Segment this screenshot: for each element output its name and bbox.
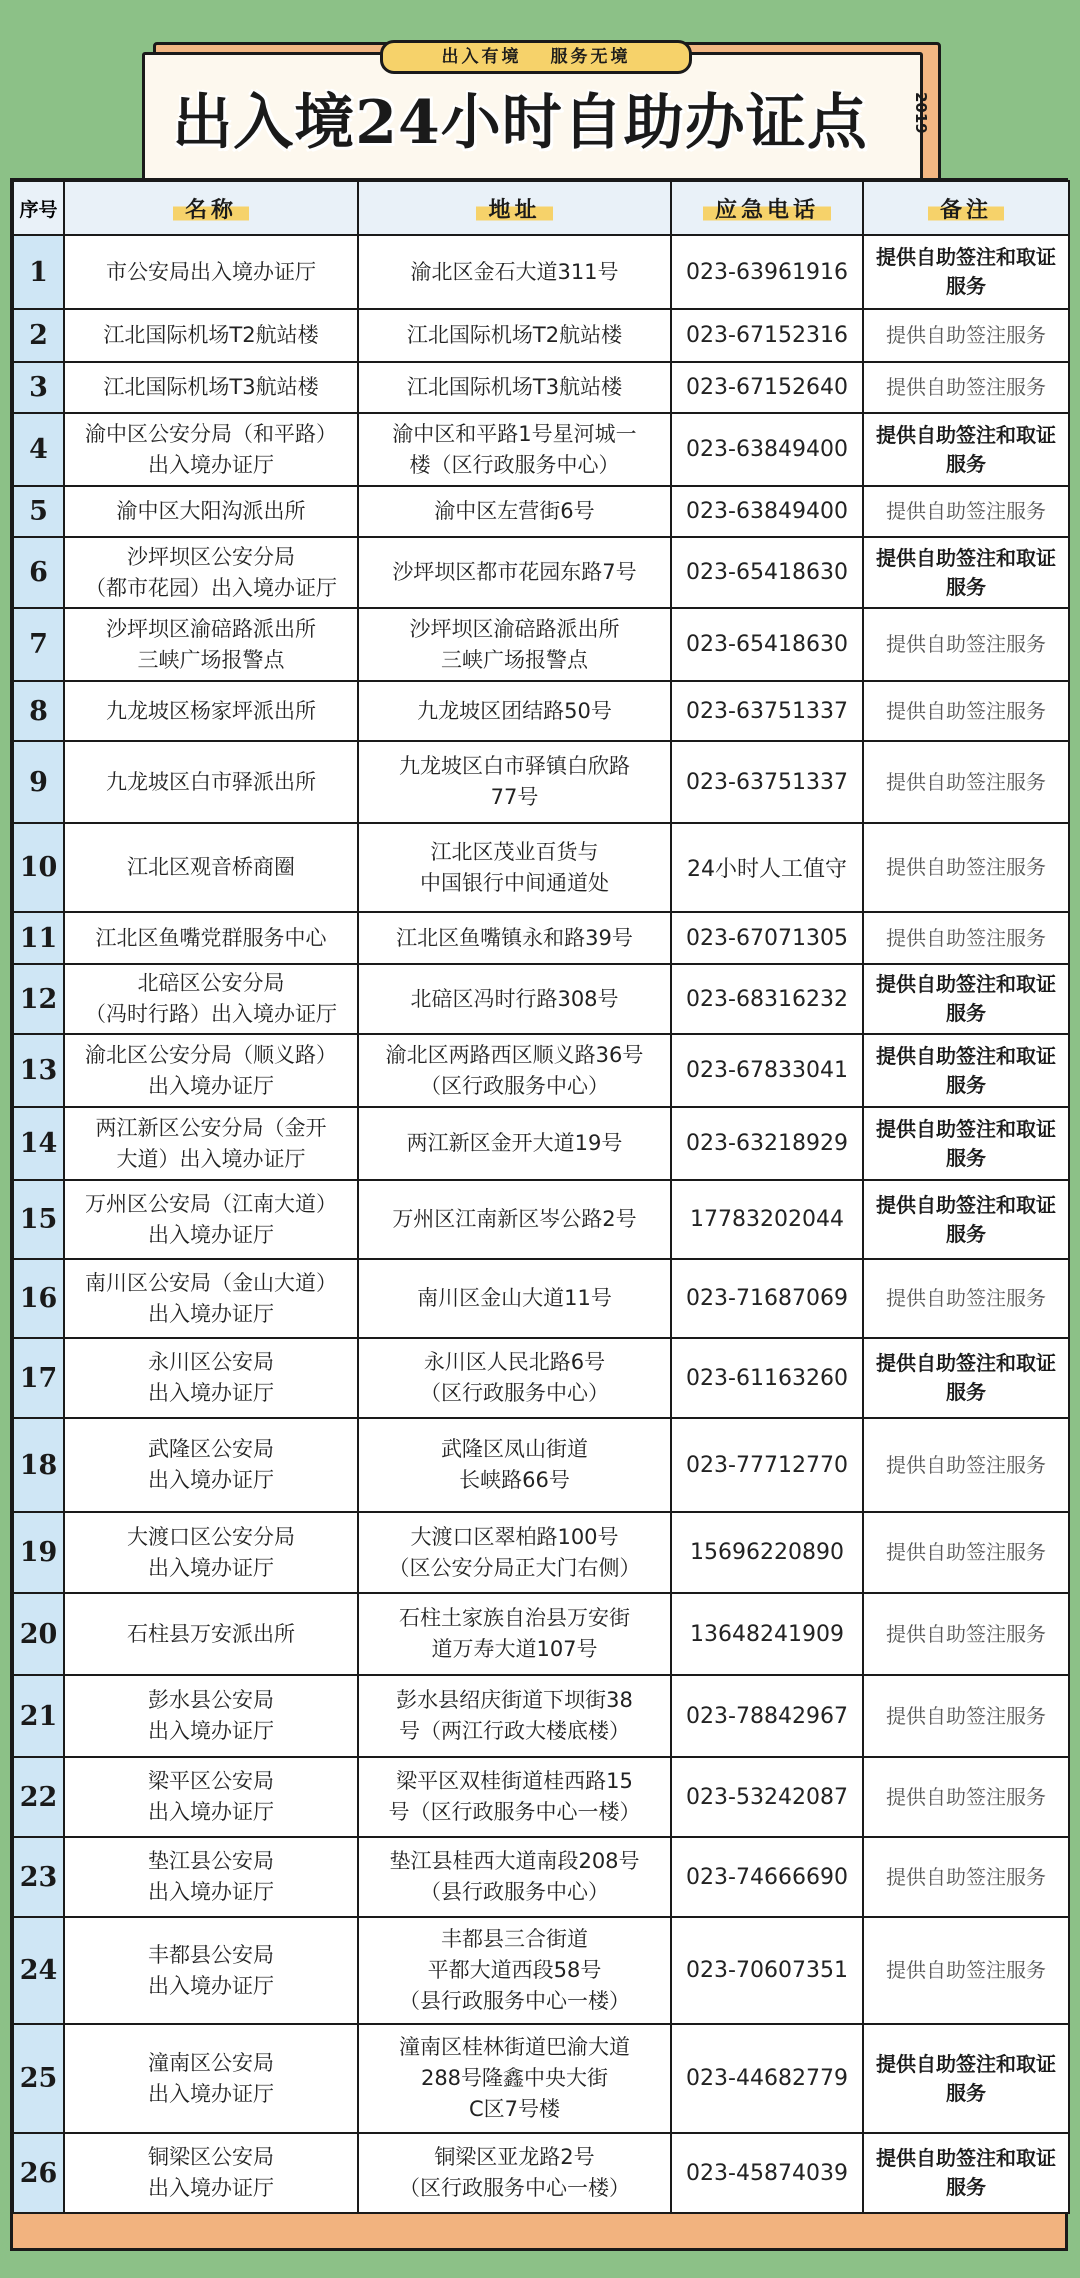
table-row: [13, 2133, 1069, 2213]
row-seq: 8: [13, 681, 64, 741]
row-address: 两江新区金开大道19号: [358, 1107, 671, 1180]
row-phone: 023-44682779: [671, 2024, 863, 2133]
table-row: [13, 1418, 1069, 1512]
row-note: 提供自助签注和取证服务: [863, 2024, 1069, 2133]
row-phone: 023-68316232: [671, 964, 863, 1034]
row-address: 江北国际机场T3航站楼: [358, 362, 671, 413]
table-row: [13, 2024, 1069, 2133]
column-header-address-label: 地址: [476, 191, 552, 226]
row-seq: 7: [13, 608, 64, 681]
row-phone: 023-63751337: [671, 741, 863, 823]
row-seq: 18: [13, 1418, 64, 1512]
row-address: 铜梁区亚龙路2号 （区行政服务中心一楼）: [358, 2133, 671, 2213]
row-seq: 26: [13, 2133, 64, 2213]
row-name: 石柱县万安派出所: [64, 1593, 358, 1675]
row-note: 提供自助签注服务: [863, 1418, 1069, 1512]
row-name: 梁平区公安局 出入境办证厅: [64, 1757, 358, 1837]
row-address: 沙坪坝区渝碚路派出所 三峡广场报警点: [358, 608, 671, 681]
row-phone: 023-74666690: [671, 1837, 863, 1917]
row-note: 提供自助签注服务: [863, 608, 1069, 681]
row-name: 沙坪坝区公安分局 （都市花园）出入境办证厅: [64, 537, 358, 608]
row-note: 提供自助签注服务: [863, 1675, 1069, 1757]
row-name: 北碚区公安分局 （冯时行路）出入境办证厅: [64, 964, 358, 1034]
row-name: 渝北区公安分局（顺义路） 出入境办证厅: [64, 1034, 358, 1107]
table-row: [13, 362, 1069, 413]
table-row: [13, 1837, 1069, 1917]
table-row: [13, 823, 1069, 912]
row-note: 提供自助签注服务: [863, 1757, 1069, 1837]
row-seq: 16: [13, 1259, 64, 1338]
table-row: [13, 1917, 1069, 2024]
row-address: 九龙坡区白市驿镇白欣路 77号: [358, 741, 671, 823]
row-phone: 023-53242087: [671, 1757, 863, 1837]
row-note: 提供自助签注和取证服务: [863, 1180, 1069, 1259]
row-address: 江北区鱼嘴镇永和路39号: [358, 912, 671, 964]
table-row: [13, 681, 1069, 741]
row-seq: 24: [13, 1917, 64, 2024]
row-address: 永川区人民北路6号 （区行政服务中心）: [358, 1338, 671, 1418]
row-note: 提供自助签注服务: [863, 486, 1069, 537]
row-phone: 023-65418630: [671, 608, 863, 681]
table-body: [13, 235, 1069, 2213]
table-header-row: [13, 181, 1069, 235]
row-name: 铜梁区公安局 出入境办证厅: [64, 2133, 358, 2213]
row-phone: 023-45874039: [671, 2133, 863, 2213]
row-name: 南川区公安局（金山大道） 出入境办证厅: [64, 1259, 358, 1338]
row-name: 潼南区公安局 出入境办证厅: [64, 2024, 358, 2133]
slogan-badge: 出入有境 服务无境: [380, 40, 692, 74]
row-seq: 2: [13, 309, 64, 362]
row-phone: 023-63751337: [671, 681, 863, 741]
row-seq: 5: [13, 486, 64, 537]
row-address: 南川区金山大道11号: [358, 1259, 671, 1338]
row-phone: 023-67833041: [671, 1034, 863, 1107]
row-note: 提供自助签注和取证服务: [863, 537, 1069, 608]
row-note: 提供自助签注服务: [863, 1512, 1069, 1593]
row-phone: 17783202044: [671, 1180, 863, 1259]
row-seq: 21: [13, 1675, 64, 1757]
row-name: 九龙坡区白市驿派出所: [64, 741, 358, 823]
row-seq: 14: [13, 1107, 64, 1180]
row-name: 渝中区公安分局（和平路） 出入境办证厅: [64, 413, 358, 486]
service-points-table: [12, 180, 1070, 2214]
column-header-phone-label: 应急电话: [703, 191, 831, 226]
row-name: 江北区鱼嘴党群服务中心: [64, 912, 358, 964]
row-phone: 023-63961916: [671, 235, 863, 309]
row-seq: 25: [13, 2024, 64, 2133]
table-row: [13, 1757, 1069, 1837]
row-phone: 023-77712770: [671, 1418, 863, 1512]
row-note: 提供自助签注服务: [863, 362, 1069, 413]
row-name: 彭水县公安局 出入境办证厅: [64, 1675, 358, 1757]
row-address: 江北国际机场T2航站楼: [358, 309, 671, 362]
row-seq: 22: [13, 1757, 64, 1837]
row-note: 提供自助签注和取证服务: [863, 2133, 1069, 2213]
row-address: 万州区江南新区岑公路2号: [358, 1180, 671, 1259]
year-label: 2019: [912, 92, 930, 134]
row-phone: 023-78842967: [671, 1675, 863, 1757]
row-note: 提供自助签注服务: [863, 1593, 1069, 1675]
row-phone: 023-63849400: [671, 413, 863, 486]
column-header-note-label: 备注: [928, 191, 1004, 226]
row-seq: 23: [13, 1837, 64, 1917]
table-row: [13, 1180, 1069, 1259]
row-seq: 19: [13, 1512, 64, 1593]
row-address: 武隆区凤山街道 长峡路66号: [358, 1418, 671, 1512]
row-note: 提供自助签注服务: [863, 912, 1069, 964]
row-note: 提供自助签注服务: [863, 681, 1069, 741]
row-name: 万州区公安局（江南大道） 出入境办证厅: [64, 1180, 358, 1259]
row-address: 丰都县三合街道 平都大道西段58号 （县行政服务中心一楼）: [358, 1917, 671, 2024]
row-note: 提供自助签注和取证服务: [863, 1034, 1069, 1107]
column-header-name: [64, 181, 358, 235]
row-seq: 17: [13, 1338, 64, 1418]
row-note: 提供自助签注服务: [863, 1917, 1069, 2024]
row-phone: 023-63218929: [671, 1107, 863, 1180]
column-header-address: [358, 181, 671, 235]
row-seq: 1: [13, 235, 64, 309]
row-note: 提供自助签注服务: [863, 1837, 1069, 1917]
table-row: [13, 1512, 1069, 1593]
row-address: 九龙坡区团结路50号: [358, 681, 671, 741]
row-phone: 24小时人工值守: [671, 823, 863, 912]
row-seq: 10: [13, 823, 64, 912]
row-name: 江北区观音桥商圈: [64, 823, 358, 912]
page-title: 出入境24小时自助办证点: [172, 88, 868, 158]
row-seq: 20: [13, 1593, 64, 1675]
table-row: [13, 1675, 1069, 1757]
row-name: 渝中区大阳沟派出所: [64, 486, 358, 537]
row-address: 渝中区和平路1号星河城一 楼（区行政服务中心）: [358, 413, 671, 486]
row-address: 渝北区金石大道311号: [358, 235, 671, 309]
row-phone: 023-63849400: [671, 486, 863, 537]
table-row: [13, 309, 1069, 362]
row-address: 潼南区桂林街道巴渝大道 288号隆鑫中央大街 C区7号楼: [358, 2024, 671, 2133]
row-name: 两江新区公安分局（金开 大道）出入境办证厅: [64, 1107, 358, 1180]
table-row: [13, 1338, 1069, 1418]
row-note: 提供自助签注和取证服务: [863, 413, 1069, 486]
row-phone: 023-61163260: [671, 1338, 863, 1418]
column-header-name-label: 名称: [173, 191, 249, 226]
row-phone: 023-67152316: [671, 309, 863, 362]
row-seq: 13: [13, 1034, 64, 1107]
row-note: 提供自助签注和取证服务: [863, 1107, 1069, 1180]
row-note: 提供自助签注服务: [863, 309, 1069, 362]
row-phone: 023-67152640: [671, 362, 863, 413]
table-row: [13, 1259, 1069, 1338]
row-address: 渝北区两路西区顺义路36号 （区行政服务中心）: [358, 1034, 671, 1107]
row-name: 市公安局出入境办证厅: [64, 235, 358, 309]
column-header-phone: [671, 181, 863, 235]
row-name: 大渡口区公安分局 出入境办证厅: [64, 1512, 358, 1593]
table-row: [13, 1107, 1069, 1180]
row-note: 提供自助签注和取证服务: [863, 1338, 1069, 1418]
row-phone: 15696220890: [671, 1512, 863, 1593]
table-row: [13, 1593, 1069, 1675]
table-row: [13, 608, 1069, 681]
row-note: 提供自助签注和取证服务: [863, 964, 1069, 1034]
row-seq: 9: [13, 741, 64, 823]
table-row: [13, 964, 1069, 1034]
row-address: 梁平区双桂街道桂西路15 号（区行政服务中心一楼）: [358, 1757, 671, 1837]
table-row: [13, 1034, 1069, 1107]
table-row: [13, 235, 1069, 309]
row-note: 提供自助签注和取证服务: [863, 235, 1069, 309]
row-seq: 4: [13, 413, 64, 486]
row-phone: 13648241909: [671, 1593, 863, 1675]
table-row: [13, 741, 1069, 823]
table-row: [13, 413, 1069, 486]
row-address: 石柱土家族自治县万安街 道万寿大道107号: [358, 1593, 671, 1675]
row-address: 江北区茂业百货与 中国银行中间通道处: [358, 823, 671, 912]
row-name: 武隆区公安局 出入境办证厅: [64, 1418, 358, 1512]
row-note: 提供自助签注服务: [863, 1259, 1069, 1338]
row-phone: 023-70607351: [671, 1917, 863, 2024]
row-name: 九龙坡区杨家坪派出所: [64, 681, 358, 741]
row-name: 江北国际机场T3航站楼: [64, 362, 358, 413]
row-phone: 023-67071305: [671, 912, 863, 964]
row-seq: 3: [13, 362, 64, 413]
row-seq: 12: [13, 964, 64, 1034]
row-seq: 6: [13, 537, 64, 608]
row-name: 垫江县公安局 出入境办证厅: [64, 1837, 358, 1917]
row-address: 彭水县绍庆街道下坝街38 号（两江行政大楼底楼）: [358, 1675, 671, 1757]
row-address: 大渡口区翠柏路100号 （区公安分局正大门右侧）: [358, 1512, 671, 1593]
column-header-note: [863, 181, 1069, 235]
row-note: 提供自助签注服务: [863, 823, 1069, 912]
table-row: [13, 486, 1069, 537]
row-name: 丰都县公安局 出入境办证厅: [64, 1917, 358, 2024]
row-address: 垫江县桂西大道南段208号 （县行政服务中心）: [358, 1837, 671, 1917]
row-address: 沙坪坝区都市花园东路7号: [358, 537, 671, 608]
row-address: 北碚区冯时行路308号: [358, 964, 671, 1034]
table-row: [13, 912, 1069, 964]
table-row: [13, 537, 1069, 608]
row-phone: 023-65418630: [671, 537, 863, 608]
row-name: 永川区公安局 出入境办证厅: [64, 1338, 358, 1418]
row-name: 沙坪坝区渝碚路派出所 三峡广场报警点: [64, 608, 358, 681]
row-seq: 11: [13, 912, 64, 964]
row-phone: 023-71687069: [671, 1259, 863, 1338]
column-header-seq: 序号: [13, 181, 64, 235]
row-address: 渝中区左营街6号: [358, 486, 671, 537]
row-name: 江北国际机场T2航站楼: [64, 309, 358, 362]
row-seq: 15: [13, 1180, 64, 1259]
row-note: 提供自助签注服务: [863, 741, 1069, 823]
